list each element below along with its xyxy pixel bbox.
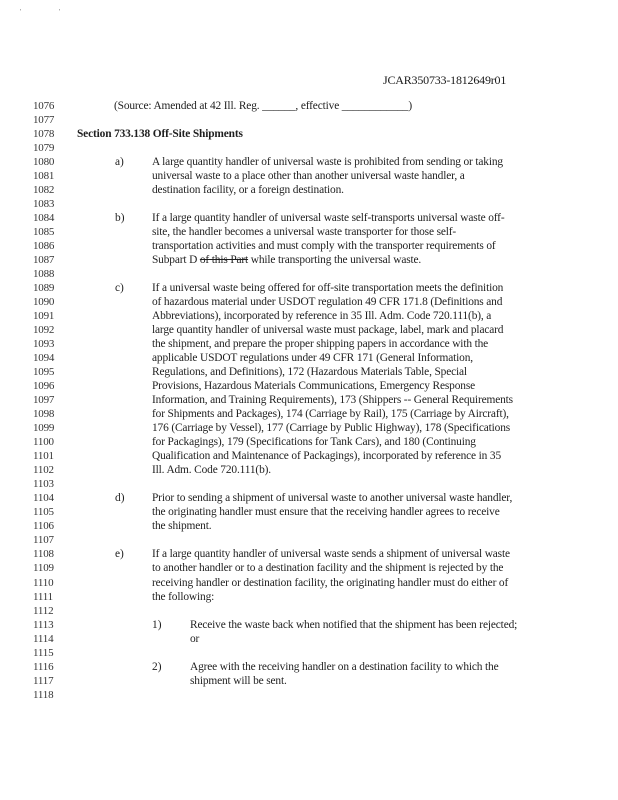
document-line xyxy=(0,562,618,576)
line-number: 1082 xyxy=(33,183,55,196)
line-number: 1094 xyxy=(33,352,55,365)
document-line xyxy=(0,633,618,647)
line-number: 1078 xyxy=(33,127,55,140)
line-number: 1079 xyxy=(33,141,55,154)
document-line xyxy=(0,577,618,591)
line-text xyxy=(152,338,488,350)
line-number: 1098 xyxy=(33,408,55,421)
line-number: 1084 xyxy=(33,211,55,224)
line-number: 1092 xyxy=(33,323,55,336)
document-line xyxy=(0,352,618,366)
corner-marks: ' ' xyxy=(20,8,79,16)
line-text xyxy=(152,282,503,294)
line-text xyxy=(152,170,465,182)
line-text-main: If a large quantity handler of universal waste self-transports universal waste off- xyxy=(152,211,505,224)
line-number: 1102 xyxy=(33,464,54,477)
line-number: 1097 xyxy=(33,394,55,407)
line-text-main: Section 733.138 Off-Site Shipments xyxy=(77,127,243,140)
line-text xyxy=(152,352,473,364)
line-number: 1076 xyxy=(33,99,55,112)
subsection-label: 2) xyxy=(152,660,162,673)
document-line xyxy=(0,254,618,268)
subsection-label: e) xyxy=(115,548,124,561)
line-text xyxy=(152,310,491,322)
line-text xyxy=(152,464,271,476)
line-number: 1085 xyxy=(33,225,55,238)
line-text-main: applicable USDOT regulations under 49 CFR 171 (General Information, xyxy=(152,352,473,365)
line-number: 1081 xyxy=(33,169,55,182)
line-number: 1096 xyxy=(33,380,55,393)
line-number: 1111 xyxy=(33,590,53,603)
line-number: 1090 xyxy=(33,295,55,308)
document-line xyxy=(0,534,618,548)
document-line xyxy=(0,128,618,142)
line-number: 1083 xyxy=(33,197,55,210)
line-text-main: universal waste to a place other than another universal waste handler, a xyxy=(152,169,465,182)
line-text xyxy=(152,184,344,196)
line-number: 1115 xyxy=(33,646,54,659)
line-number: 1103 xyxy=(33,478,54,491)
line-text xyxy=(152,591,214,603)
line-text xyxy=(152,324,503,336)
line-text xyxy=(152,394,513,406)
line-number: 1089 xyxy=(33,281,55,294)
line-text-main: Receive the waste back when notified that the shipment has been rejected; xyxy=(190,618,518,631)
document-line xyxy=(0,156,618,170)
line-number: 1118 xyxy=(33,688,54,701)
document-line xyxy=(0,619,618,633)
line-number: 1099 xyxy=(33,422,55,435)
line-text-main: Provisions, Hazardous Materials Communications, Emergency Response xyxy=(152,380,476,393)
document-line xyxy=(0,506,618,520)
line-text xyxy=(152,156,503,168)
line-text xyxy=(152,577,508,589)
line-text xyxy=(152,380,475,392)
document-id: JCAR350733-1812649r01 xyxy=(383,73,507,87)
line-text-main: shipment will be sent. xyxy=(190,674,287,687)
line-text xyxy=(152,240,496,252)
document-line xyxy=(0,324,618,338)
document-line xyxy=(0,675,618,689)
line-text-main: to another handler or to a destination facility and the shipment is rejected by the xyxy=(152,562,504,575)
line-text-main: the originating handler must ensure that the receiving handler agrees to receive xyxy=(152,506,500,519)
line-text xyxy=(152,422,510,434)
line-text xyxy=(152,408,509,420)
document-line xyxy=(0,394,618,408)
line-number: 1114 xyxy=(33,632,54,645)
line-text xyxy=(152,450,501,462)
line-text xyxy=(190,619,517,631)
line-text-main: the shipment, and prepare the proper shipping papers in accordance with the xyxy=(152,338,489,350)
line-text xyxy=(152,506,500,518)
document-line xyxy=(0,226,618,240)
line-number: 1080 xyxy=(33,155,55,168)
line-text-main: If a large quantity handler of universal waste sends a shipment of universal waste xyxy=(152,548,510,561)
line-text xyxy=(152,562,503,574)
document-line xyxy=(0,338,618,352)
line-number: 1087 xyxy=(33,253,55,266)
line-text xyxy=(152,212,504,224)
line-text-main: Regulations, and Definitions), 172 (Hazardous Materials Table, Special xyxy=(152,366,467,379)
document-line xyxy=(0,661,618,675)
document-line xyxy=(0,310,618,324)
line-number: 1077 xyxy=(33,113,55,126)
document-line xyxy=(0,520,618,534)
document-line xyxy=(0,422,618,436)
line-number: 1104 xyxy=(33,492,54,505)
line-text xyxy=(190,675,287,687)
line-number: 1112 xyxy=(33,604,54,617)
document-line xyxy=(0,268,618,282)
line-text-main: Ill. Adm. Code 720.111(b). xyxy=(152,464,271,477)
line-number: 1091 xyxy=(33,309,55,322)
line-text xyxy=(152,254,421,266)
line-text xyxy=(152,548,510,560)
document-line xyxy=(0,605,618,619)
subsection-label: 1) xyxy=(152,618,162,631)
document-line xyxy=(0,548,618,562)
document-line xyxy=(0,408,618,422)
line-text-main: or xyxy=(190,632,200,645)
line-number: 1113 xyxy=(33,618,54,631)
line-text xyxy=(152,520,211,532)
document-line xyxy=(0,100,618,114)
line-number: 1107 xyxy=(33,534,54,547)
line-text-main: 176 (Carriage by Vessel), 177 (Carriage by Public Highway), 178 (Specifications xyxy=(152,422,511,435)
line-text-main: Subpart D xyxy=(152,253,198,266)
subsection-label: a) xyxy=(115,155,124,168)
line-text xyxy=(190,661,499,673)
line-number: 1109 xyxy=(33,562,54,575)
document-line xyxy=(0,450,618,464)
line-text xyxy=(152,226,456,238)
document-line xyxy=(0,436,618,450)
subsection-label: d) xyxy=(115,492,125,505)
document-line xyxy=(0,492,618,506)
line-text-main: A large quantity handler of universal waste is prohibited from sending or taking xyxy=(152,155,503,168)
line-text-main: of hazardous material under USDOT regulation 49 CFR 171.8 (Definitions and xyxy=(152,295,503,308)
line-text xyxy=(152,492,512,504)
line-text-main: Prior to sending a shipment of universal waste to another universal waste handler, xyxy=(152,492,513,505)
document-line xyxy=(0,296,618,310)
line-text-main: the shipment. xyxy=(152,520,212,533)
line-number: 1116 xyxy=(33,660,54,673)
line-number: 1088 xyxy=(33,267,55,280)
line-text-main: for Shipments and Packages), 174 (Carriage by Rail), 175 (Carriage by Aircraft), xyxy=(152,408,509,421)
line-text xyxy=(190,633,199,645)
document-line xyxy=(0,198,618,212)
document-line xyxy=(0,142,618,156)
line-number: 1110 xyxy=(33,576,54,589)
document-line xyxy=(0,464,618,478)
document-line xyxy=(0,184,618,198)
line-text xyxy=(152,366,467,378)
line-text xyxy=(152,296,502,308)
line-text-main: Abbreviations), incorporated by reference in 35 Ill. Adm. Code 720.111(b), a xyxy=(152,309,492,322)
document-line xyxy=(0,282,618,296)
line-number: 1105 xyxy=(33,506,54,519)
section-heading xyxy=(77,128,243,140)
document-line xyxy=(0,591,618,605)
line-text-main: the following: xyxy=(152,590,215,603)
subsection-label: b) xyxy=(115,211,125,224)
document-line xyxy=(0,212,618,226)
line-number: 1100 xyxy=(33,436,54,449)
line-text-after: while transporting the universal waste. xyxy=(248,253,422,266)
line-number: 1095 xyxy=(33,366,55,379)
line-text-main: transportation activities and must comply with the transporter requirements of xyxy=(152,239,496,252)
line-text-main: If a universal waste being offered for off-site transportation meets the definition xyxy=(152,281,504,294)
document-line xyxy=(0,478,618,492)
document-line xyxy=(0,366,618,380)
line-text-main: destination facility, or a foreign destination. xyxy=(152,183,344,196)
line-text xyxy=(152,436,476,448)
line-number: 1101 xyxy=(33,450,54,463)
line-number: 1093 xyxy=(33,338,55,350)
subsection-label: c) xyxy=(115,281,124,294)
document-line xyxy=(0,647,618,661)
document-line xyxy=(0,240,618,254)
document-line xyxy=(0,380,618,394)
struck-text: of this Part xyxy=(199,253,249,266)
line-number: 1117 xyxy=(33,674,54,687)
line-text xyxy=(114,100,412,112)
line-number: 1108 xyxy=(33,548,54,561)
line-text-main: site, the handler becomes a universal waste transporter for those self- xyxy=(152,225,457,238)
line-number: 1086 xyxy=(33,239,55,252)
line-text-main: large quantity handler of universal waste must package, label, mark and placard xyxy=(152,323,504,336)
line-text-main: Agree with the receiving handler on a destination facility to which the xyxy=(190,660,499,673)
document-line xyxy=(0,114,618,128)
line-number: 1106 xyxy=(33,520,54,533)
line-text-main: for Packagings), 179 (Specifications for Tank Cars), and 180 (Continuing xyxy=(152,436,476,449)
document-line xyxy=(0,689,618,703)
line-text-main: Qualification and Maintenance of Packagings), incorporated by reference in 35 xyxy=(152,450,502,463)
line-text-main: receiving handler or destination facility, the originating handler must do either of xyxy=(152,576,509,589)
document-line xyxy=(0,170,618,184)
line-text-main: Information, and Training Requirements), 173 (Shippers -- General Requirements xyxy=(152,394,513,407)
line-text-main: (Source: Amended at 42 Ill. Reg. ______, effective ____________) xyxy=(114,99,412,112)
